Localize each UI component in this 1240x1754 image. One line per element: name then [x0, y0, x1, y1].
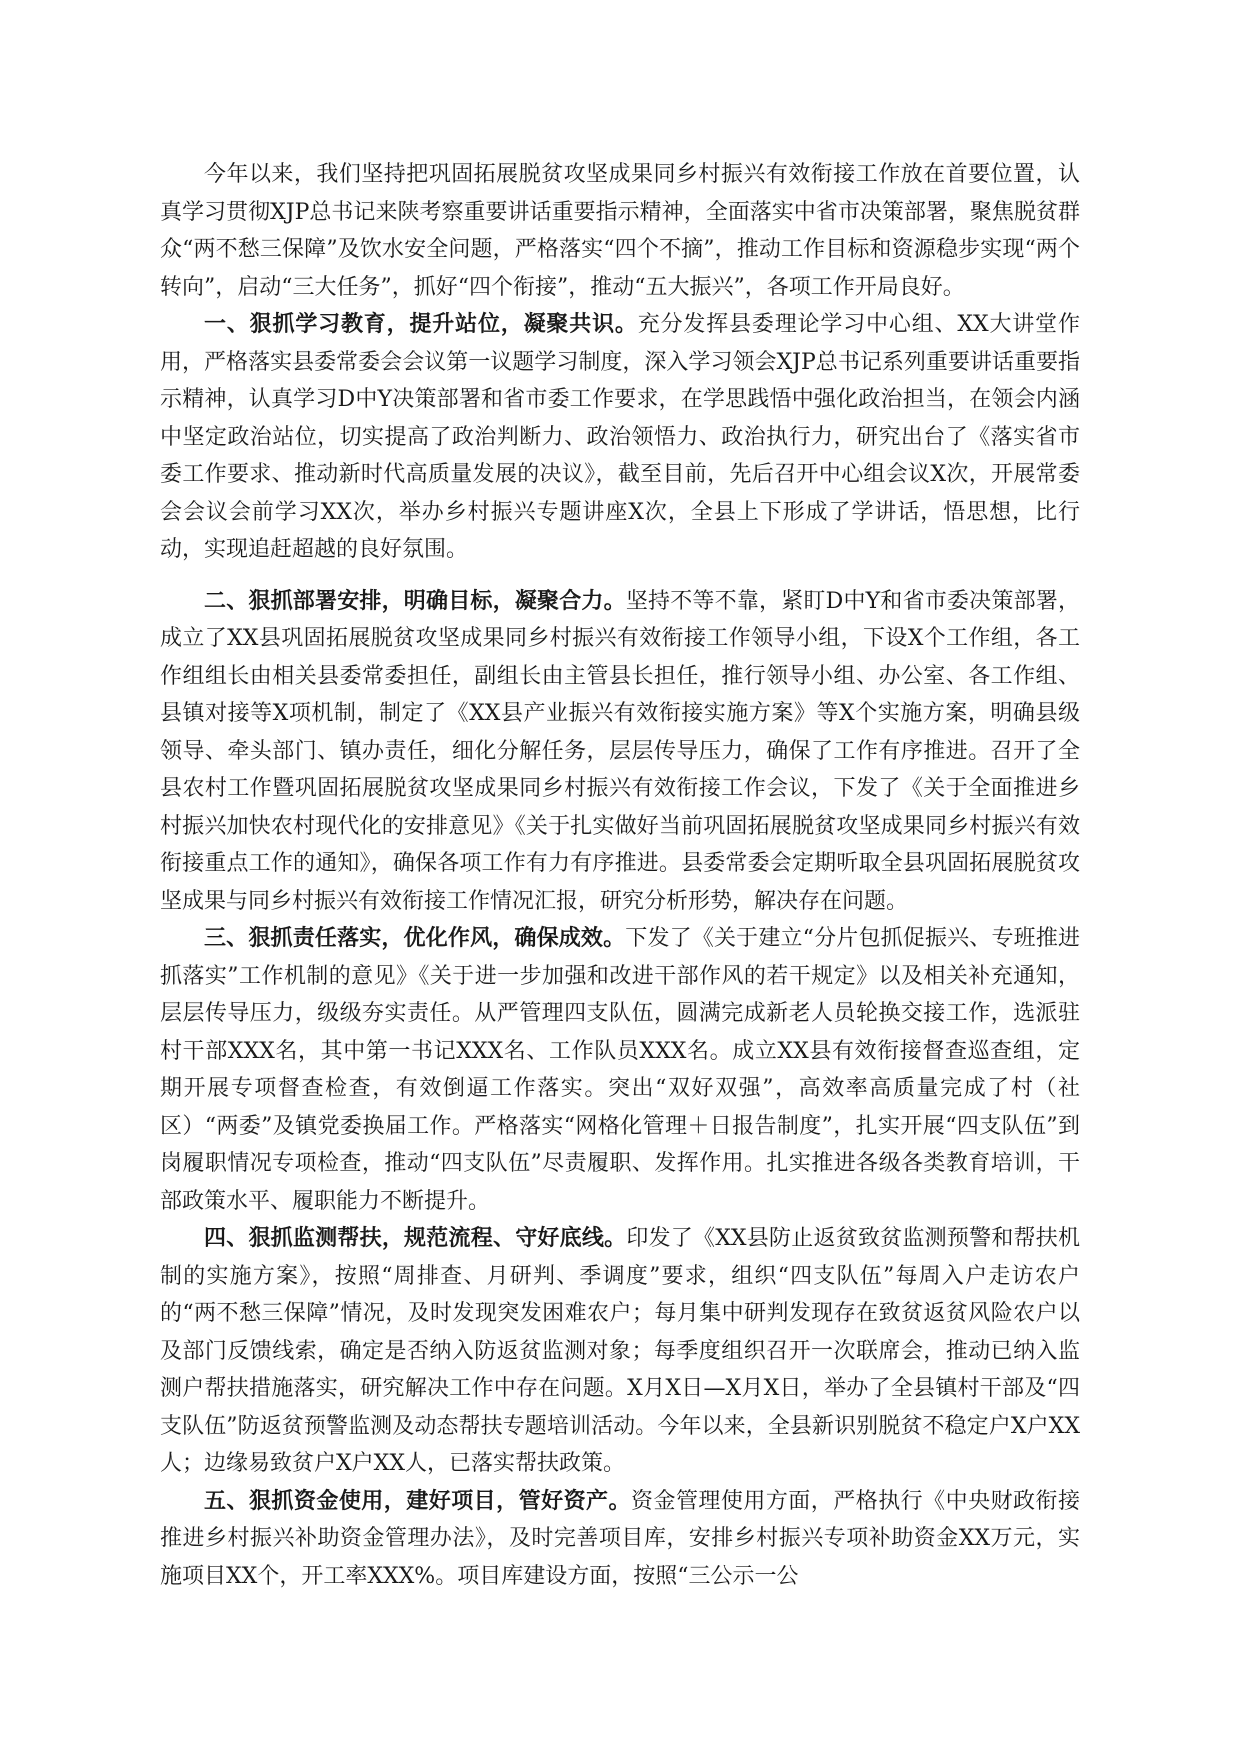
section-2-paragraph [160, 583, 1080, 921]
section-2-body: 坚持不等不靠，紧盯D中Y和省市委决策部署，成立了XX县巩固拓展脱贫攻坚成果同乡村振兴有效衔接工作领导小组，下设X个工作组，各工作组组长由相关县委常委担任，副组长由主管县长担任，推行领导小组、办公室、各工作组、县镇对接等X项机制，制定了《XX县产业振兴有效衔接实施方案》等X个实施方案，明确县级领导、牵头部门、镇办责任，细化分解任务，层层传导压力，确保了工作有序推进。召开了全县农村工作暨巩固拓展脱贫攻坚成果同乡村振兴有效衔接工作会议，下发了《关于全面推进乡村振兴加快农村现代化的安排意见》《关于扎实做好当前巩固拓展脱贫攻坚成果同乡村振兴有效衔接重点工作的通知》，确保各项工作有力有序推进。县委常委会定期听取全县巩固拓展脱贫攻坚成果与同乡村振兴有效衔接工作情况汇报，研究分析形势，解决存在问题。 [160, 588, 1080, 914]
section-5-paragraph [160, 1483, 1080, 1596]
intro-paragraph: 今年以来，我们坚持把巩固拓展脱贫攻坚成果同乡村振兴有效衔接工作放在首要位置，认真学习贯彻XJP总书记来陕考察重要讲话重要指示精神，全面落实中省市决策部署，聚焦脱贫群众“两不愁三保障”及饮水安全问题，严格落实“四个不摘”，推动工作目标和资源稳步实现“两个转向”，启动“三大任务”，抓好“四个衔接”，推动“五大振兴”，各项工作开局良好。 [160, 162, 1080, 300]
section-2-heading: 二、狠抓部署安排，明确目标，凝聚合力。 [204, 587, 626, 614]
section-3-body: 下发了《关于建立“分片包抓促振兴、专班推进抓落实”工作机制的意见》《关于进一步加强和改进干部作风的若干规定》以及相关补充通知，层层传导压力，级级夯实责任。从严管理四支队伍，圆满完成新老人员轮换交接工作，选派驻村干部XXX名，其中第一书记XXX名、工作队员XXX名。成立XX县有效衔接督查巡查组，定期开展专项督查检查，有效倒逼工作落实。突出“双好双强”，高效率高质量完成了村（社区）“两委”及镇党委换届工作。严格落实“网格化管理＋日报告制度”，扎实开展“四支队伍”到岗履职情况专项检查，推动“四支队伍”尽责履职、发挥作用。扎实推进各级各类教育培训，干部政策水平、履职能力不断提升。 [160, 926, 1080, 1214]
section-3-paragraph [160, 920, 1080, 1220]
section-4-paragraph [160, 1220, 1080, 1483]
section-5-body: 资金管理使用方面，严格执行《中央财政衔接推进乡村振兴补助资金管理办法》，及时完善项目库，安排乡村振兴专项补助资金XX万元，实施项目XX个，开工率XXX%。项目库建设方面，按照“三公示一公 [160, 1488, 1080, 1589]
section-3-heading: 三、狠抓责任落实，优化作风，确保成效。 [204, 925, 626, 951]
section-1-paragraph [160, 306, 1080, 569]
section-4-body: 印发了《XX县防止返贫致贫监测预警和帮扶机制的实施方案》，按照“周排查、月研判、季调度”要求，组织“四支队伍”每周入户走访农户的“两不愁三保障”情况，及时发现突发困难农户；每月集中研判发现存在致贫返贫风险农户以及部门反馈线索，确定是否纳入防返贫监测对象；每季度组织召开一次联席会，推动已纳入监测户帮扶措施落实，研究解决工作中存在问题。X月X日—X月X日，举办了全县镇村干部及“四支队伍”防返贫预警监测及动态帮扶专题培训活动。今年以来，全县新识别脱贫不稳定户X户XX人；边缘易致贫户X户XX人，已落实帮扶政策。 [160, 1226, 1080, 1476]
document-body [160, 156, 1080, 1595]
section-4-heading: 四、狠抓监测帮扶，规范流程、守好底线。 [204, 1225, 627, 1251]
section-5-heading: 五、狠抓资金使用，建好项目，管好资产。 [204, 1487, 631, 1514]
section-1-heading: 一、狠抓学习教育，提升站位，凝聚共识。 [204, 311, 638, 337]
section-1-body: 充分发挥县委理论学习中心组、XX大讲堂作用，严格落实县委常委会会议第一议题学习制度，深入学习领会XJP总书记系列重要讲话重要指示精神，认真学习D中Y决策部署和省市委工作要求，在学思践悟中强化政治担当，在领会内涵中坚定政治站位，切实提高了政治判断力、政治领悟力、政治执行力，研究出台了《落实省市委工作要求、推动新时代高质量发展的决议》，截至目前，先后召开中心组会议X次，开展常委会会议会前学习XX次，举办乡村振兴专题讲座X次，全县上下形成了学讲话，悟思想，比行动，实现追赶超越的良好氛围。 [160, 312, 1080, 562]
